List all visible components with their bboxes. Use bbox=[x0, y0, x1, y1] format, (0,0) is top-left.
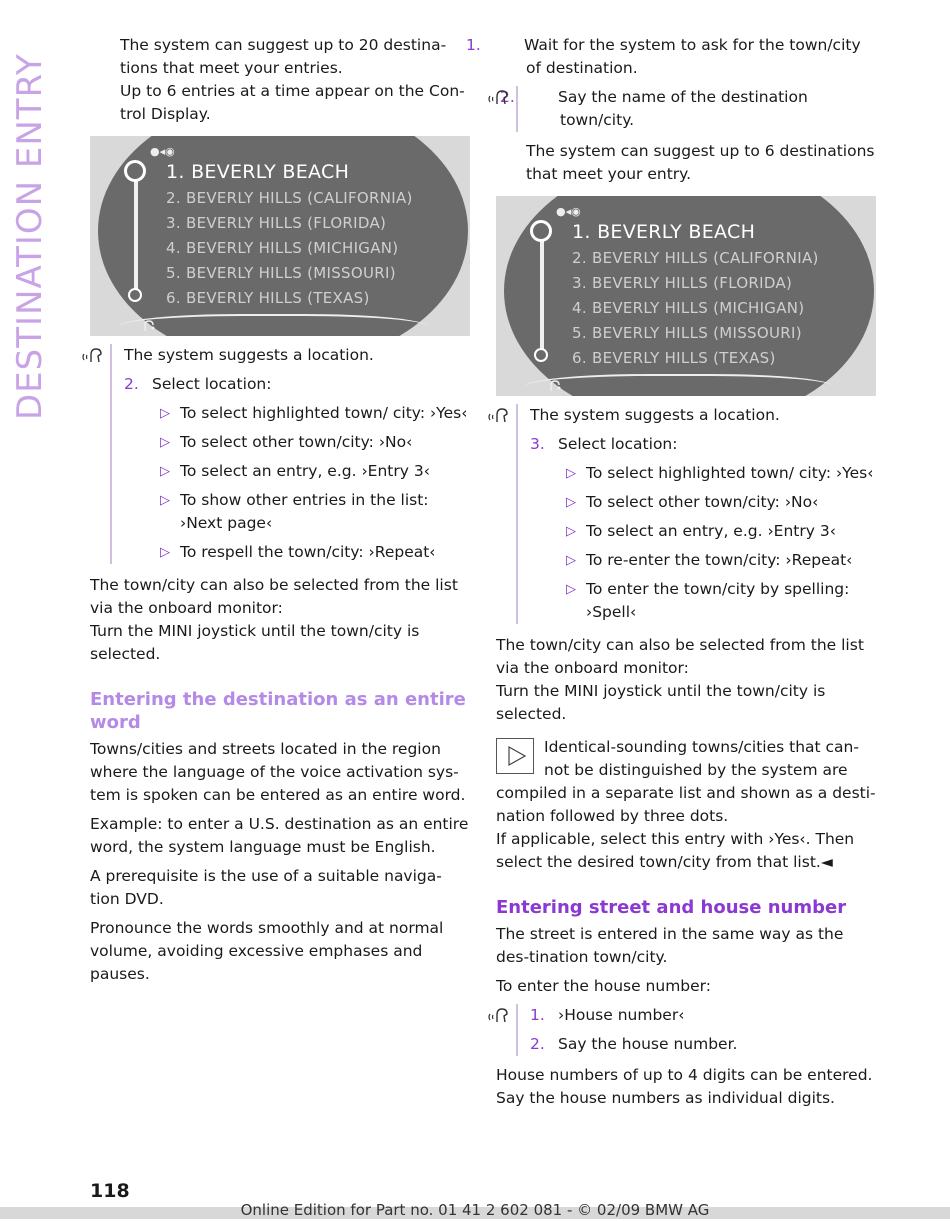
bullet-item: ▷ To select highlighted town/ city: ›Yes‹ bbox=[562, 462, 876, 485]
body-text: Pronounce the words smoothly and at normal volume, avoiding excessive emphases and pauses. bbox=[90, 919, 444, 983]
body-text: Turn the MINI joystick until the town/city is selected. bbox=[496, 682, 826, 723]
destination-item: 6. BEVERLY HILLS (TEXAS) bbox=[572, 349, 776, 367]
bullet-list bbox=[156, 402, 470, 564]
voice-command-icon bbox=[488, 88, 510, 106]
destination-item: 3. BEVERLY HILLS (FLORIDA) bbox=[572, 274, 793, 292]
display-knob-bottom bbox=[534, 348, 548, 362]
triangle-bullet-icon: ▷ bbox=[160, 493, 170, 508]
body-text: Example: to enter a U.S. destination as an entire word, the system language must be English. bbox=[90, 815, 469, 856]
destination-item: 6. BEVERLY HILLS (TEXAS) bbox=[166, 289, 370, 307]
display-knob-bottom bbox=[128, 288, 142, 302]
destination-item: 1. BEVERLY BEACH bbox=[166, 161, 350, 183]
step-item: 2. Select location: bbox=[124, 375, 272, 393]
body-text: The system can suggest up to 6 destinations that meet your entry. bbox=[526, 142, 875, 183]
destination-item: 1. BEVERLY BEACH bbox=[572, 221, 756, 243]
body-text: A prerequisite is the use of a suitable naviga-tion DVD. bbox=[90, 867, 442, 908]
voice-steps-block bbox=[516, 404, 876, 624]
bullet-item: ▷ To select other town/city: ›No‹ bbox=[562, 491, 876, 514]
triangle-bullet-icon: ▷ bbox=[566, 466, 576, 481]
note-text: If applicable, select this entry with ›Yes‹. Then select the desired town/city from that list.◄ bbox=[496, 830, 855, 871]
triangle-bullet-icon: ▷ bbox=[160, 464, 170, 479]
suggests-text: The system suggests a location. bbox=[124, 346, 374, 364]
triangle-bullet-icon: ▷ bbox=[160, 406, 170, 421]
display-knob-top bbox=[124, 160, 146, 182]
destination-item: 2. BEVERLY HILLS (CALIFORNIA) bbox=[572, 249, 819, 267]
destination-item: 3. BEVERLY HILLS (FLORIDA) bbox=[166, 214, 387, 232]
destination-item: 4. BEVERLY HILLS (MICHIGAN) bbox=[572, 299, 805, 317]
bullet-list bbox=[562, 462, 876, 624]
display-back-icon: ●◂◉ bbox=[556, 205, 581, 218]
triangle-bullet-icon: ▷ bbox=[566, 553, 576, 568]
triangle-bullet-icon: ▷ bbox=[160, 545, 170, 560]
voice-steps-block bbox=[110, 344, 470, 564]
voice-icon bbox=[548, 378, 562, 396]
bullet-item: ▷ To respell the town/city: ›Repeat‹ bbox=[156, 541, 470, 564]
body-text: The town/city can also be selected from the list via the onboard monitor: bbox=[90, 576, 458, 617]
bullet-item: ▷ To select highlighted town/ city: ›Yes‹ bbox=[156, 402, 470, 425]
triangle-bullet-icon: ▷ bbox=[566, 582, 576, 597]
bullet-item: ▷ To select other town/city: ›No‹ bbox=[156, 431, 470, 454]
destination-item: 4. BEVERLY HILLS (MICHIGAN) bbox=[166, 239, 399, 257]
display-scroll-rail bbox=[540, 232, 544, 356]
suggests-text: The system suggests a location. bbox=[530, 406, 780, 424]
bullet-item: ▷ To re-enter the town/city: ›Repeat‹ bbox=[562, 549, 876, 572]
page-number: 118 bbox=[90, 1180, 130, 1202]
body-text: Turn the MINI joystick until the town/city is selected. bbox=[90, 622, 420, 663]
voice-steps-block bbox=[500, 86, 876, 132]
voice-steps-block bbox=[516, 1004, 876, 1056]
left-column bbox=[90, 34, 470, 986]
body-text: The street is entered in the same way as the des-tination town/city. bbox=[496, 925, 844, 966]
voice-command-icon bbox=[82, 346, 104, 364]
note-triangle-icon bbox=[496, 738, 534, 774]
display-knob-top bbox=[530, 220, 552, 242]
note-block bbox=[496, 736, 876, 874]
destination-item: 5. BEVERLY HILLS (MISSOURI) bbox=[572, 324, 802, 342]
note-text: Identical-sounding towns/cities that can-not be distinguished by the system are compiled in a separate list and shown as a desti-nation followed by three dots. bbox=[496, 738, 876, 825]
triangle-bullet-icon: ▷ bbox=[566, 524, 576, 539]
intro-text: The system can suggest up to 20 destina-tions that meet your entries. bbox=[120, 36, 447, 77]
destination-item: 2. BEVERLY HILLS (CALIFORNIA) bbox=[166, 189, 413, 207]
control-display-image bbox=[496, 196, 876, 396]
triangle-bullet-icon: ▷ bbox=[160, 435, 170, 450]
section-heading: Entering street and house number bbox=[496, 897, 847, 918]
intro-text: Up to 6 entries at a time appear on the Con-trol Display. bbox=[120, 82, 465, 123]
body-text: The town/city can also be selected from the list via the onboard monitor: bbox=[496, 636, 864, 677]
display-back-icon: ●◂◉ bbox=[150, 145, 175, 158]
section-heading: Entering the destination as an entire word bbox=[90, 689, 466, 733]
destination-item: 5. BEVERLY HILLS (MISSOURI) bbox=[166, 264, 396, 282]
triangle-bullet-icon: ▷ bbox=[566, 495, 576, 510]
body-text: House numbers of up to 4 digits can be entered. Say the house numbers as individual digits. bbox=[496, 1066, 873, 1107]
bullet-item: ▷ To select an entry, e.g. ›Entry 3‹ bbox=[156, 460, 470, 483]
destination-list bbox=[572, 218, 819, 371]
display-bottom-arc bbox=[524, 374, 834, 396]
step-item: 2. Say the name of the destination town/city. bbox=[500, 88, 808, 129]
step-item: 3. Select location: bbox=[530, 435, 678, 453]
bullet-item: ▷ To enter the town/city by spelling: ›Spell‹ bbox=[566, 580, 850, 621]
control-display-image bbox=[90, 136, 470, 336]
body-text: To enter the house number: bbox=[496, 977, 711, 995]
step-item: 1. Wait for the system to ask for the town/city of destination. bbox=[466, 36, 861, 77]
body-text: Towns/cities and streets located in the region where the language of the voice activation sys-tem is spoken can be entered as an entire word. bbox=[90, 740, 466, 804]
bullet-item: ▷ To show other entries in the list: ›Next page‹ bbox=[160, 491, 429, 532]
destination-list bbox=[166, 158, 413, 311]
display-bottom-arc bbox=[118, 314, 428, 336]
voice-icon bbox=[142, 318, 156, 336]
step-item: 2. Say the house number. bbox=[530, 1035, 738, 1053]
voice-command-icon bbox=[488, 1006, 510, 1024]
right-column bbox=[466, 34, 876, 1110]
footer-text: Online Edition for Part no. 01 41 2 602 081 - © 02/09 BMW AG bbox=[240, 1201, 710, 1219]
voice-command-icon bbox=[488, 406, 510, 424]
bullet-item: ▷ To select an entry, e.g. ›Entry 3‹ bbox=[562, 520, 876, 543]
step-item: 1. ›House number‹ bbox=[530, 1006, 685, 1024]
display-scroll-rail bbox=[134, 172, 138, 296]
section-title: DESTINATION ENTRY bbox=[10, 53, 50, 420]
